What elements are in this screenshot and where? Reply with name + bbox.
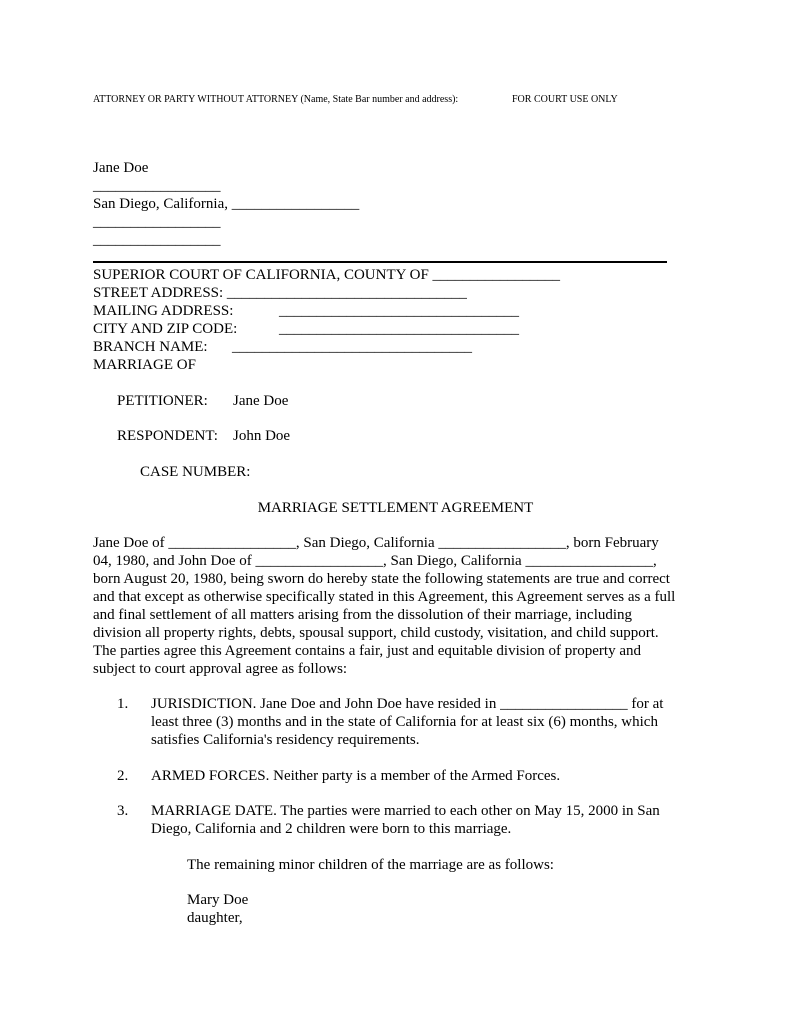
intro-line: and final settlement of all matters arising from the dissolution of their marriage, including bbox=[93, 607, 633, 623]
court-branch-label: BRANCH NAME: bbox=[93, 339, 208, 355]
intro-paragraph bbox=[93, 534, 675, 678]
intro-line: The parties agree this Agreement contains a fair, just and equitable division of property and bbox=[93, 643, 641, 659]
intro-line: 04, 1980, and John Doe of _________________, San Diego, California _________________, bbox=[93, 553, 657, 569]
item-line: JURISDICTION. Jane Doe and John Doe have resided in _________________ for at bbox=[151, 696, 664, 712]
court-mailing-label: MAILING ADDRESS: bbox=[93, 303, 234, 319]
item-marriage-date bbox=[151, 802, 660, 838]
header-divider bbox=[93, 261, 667, 263]
item-number: 3. bbox=[117, 803, 129, 819]
case-number-label: CASE NUMBER: bbox=[140, 464, 251, 480]
petitioner-name: Jane Doe bbox=[233, 393, 289, 409]
court-branch-blank: ________________________________ bbox=[232, 339, 472, 355]
court-street-address: STREET ADDRESS: ________________________________ bbox=[93, 285, 467, 301]
children-intro: The remaining minor children of the marriage are as follows: bbox=[187, 857, 554, 873]
court-city-label: CITY AND ZIP CODE: bbox=[93, 321, 238, 337]
document-title: MARRIAGE SETTLEMENT AGREEMENT bbox=[257, 500, 534, 516]
child-name: Mary Doe bbox=[187, 892, 249, 908]
court-county-line: SUPERIOR COURT OF CALIFORNIA, COUNTY OF _________________ bbox=[93, 267, 561, 283]
court-use-label: FOR COURT USE ONLY bbox=[512, 94, 618, 105]
item-number: 2. bbox=[117, 768, 129, 784]
intro-line: born August 20, 1980, being sworn do hereby state the following statements are true and correct bbox=[93, 571, 670, 587]
item-armed-forces bbox=[151, 767, 560, 785]
attorney-phone-line: _________________ bbox=[93, 214, 221, 230]
court-mailing-blank: ________________________________ bbox=[279, 303, 519, 319]
intro-line: Jane Doe of _________________, San Diego, California _________________, born February bbox=[93, 535, 659, 551]
intro-line: subject to court approval agree as follows: bbox=[93, 661, 348, 677]
attorney-city-line: San Diego, California, _________________ bbox=[93, 196, 360, 212]
attorney-header-label: ATTORNEY OR PARTY WITHOUT ATTORNEY (Name, State Bar number and address): bbox=[93, 94, 459, 105]
item-line: ARMED FORCES. Neither party is a member of the Armed Forces. bbox=[151, 768, 561, 784]
item-jurisdiction bbox=[151, 695, 663, 749]
respondent-label: RESPONDENT: bbox=[117, 428, 218, 444]
respondent-name: John Doe bbox=[233, 428, 291, 444]
intro-line: and that except as otherwise specifically stated in this Agreement, this Agreement serves as a full bbox=[93, 589, 676, 605]
item-line: MARRIAGE DATE. The parties were married to each other on May 15, 2000 in San bbox=[151, 803, 660, 819]
attorney-name: Jane Doe bbox=[93, 160, 149, 176]
intro-line: division all property rights, debts, spousal support, child custody, visitation, and child support. bbox=[93, 625, 659, 641]
item-line: least three (3) months and in the state of California for at least six (6) months, which bbox=[151, 714, 658, 730]
attorney-address-line: _________________ bbox=[93, 178, 221, 194]
item-line: satisfies California's residency requirements. bbox=[151, 732, 420, 748]
marriage-of-label: MARRIAGE OF bbox=[93, 357, 196, 373]
item-line: Diego, California and 2 children were born to this marriage. bbox=[151, 821, 512, 837]
child-relation: daughter, bbox=[187, 910, 243, 926]
petitioner-label: PETITIONER: bbox=[117, 393, 208, 409]
court-city-blank: ________________________________ bbox=[279, 321, 519, 337]
item-number: 1. bbox=[117, 696, 129, 712]
attorney-extra-line: _________________ bbox=[93, 232, 221, 248]
